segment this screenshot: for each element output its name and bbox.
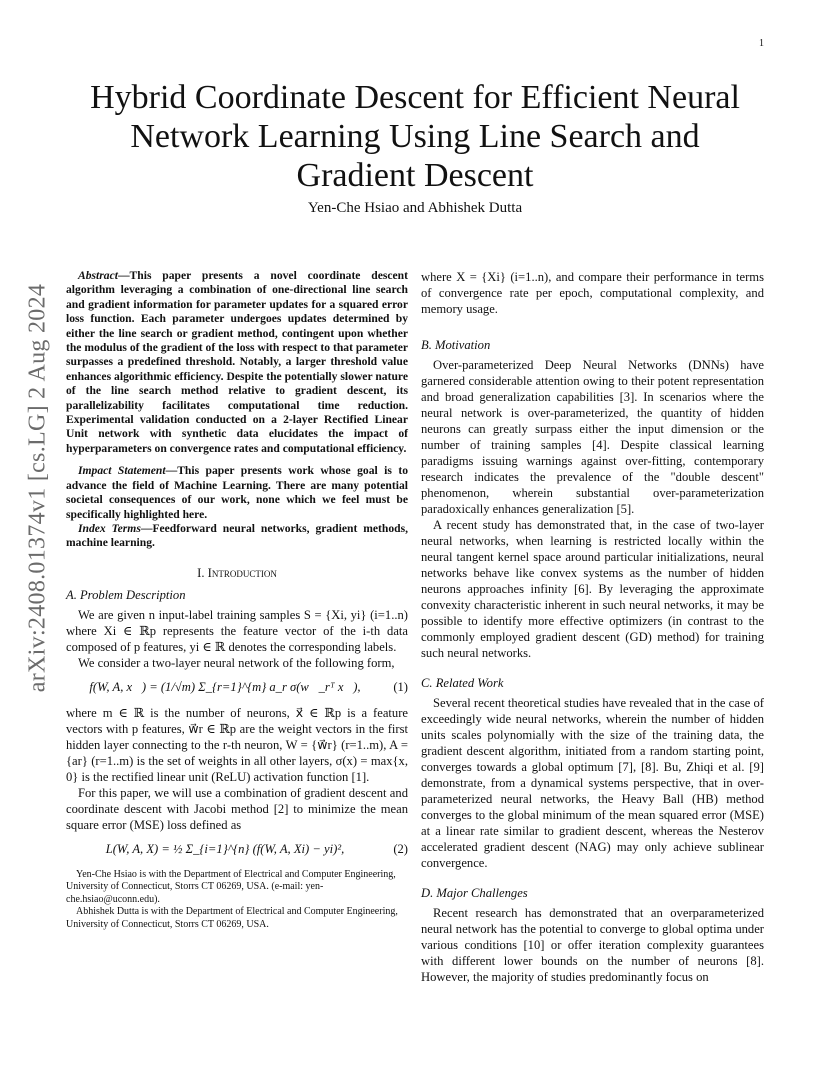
- paragraph: Over-parameterized Deep Neural Networks (DNNs) have garnered considerable attention owing to their potent representation and broad generalization capabilities [3]. In scenarios where the neural network is over-parameterized, the quantity of hidden neurons can greatly surpass either the input dimension or the number of training samples [4]. Despite classical learning paradigms issuing warnings against over-fitting, contemporary research indicates the prevalence of the "double descent" phenomenon, wherein substantial over-parameterization paradoxically enhances generalization [5].: [421, 358, 764, 516]
- arxiv-stamp: [20, 283, 56, 693]
- paragraph: We are given n input-label training samples S = {Xi, yi} (i=1..n) where Xi ∈ ℝp represents the feature vector of the i-th data composed of p features, yi ∈ ℝ denotes the corresponding labels.: [66, 607, 408, 654]
- arxiv-stamp-text: arXiv:2408.01374v1 [cs.LG] 2 Aug 2024: [24, 283, 51, 693]
- paper-title: Hybrid Coordinate Descent for Efficient Neural Network Learning Using Line Search and Gradient Descent: [90, 79, 740, 194]
- author-list: Yen-Che Hsiao and Abhishek Dutta: [307, 200, 523, 216]
- index-terms-label: Index Terms: [78, 521, 141, 535]
- paragraph: Recent research has demonstrated that an overparameterized neural network has the potential to converge to global optima under various conditions [10] or offer iteration complexity guarantees with different lower bounds on the number of neurons [8]. However, the majority of studies predominantly focus on: [421, 906, 764, 984]
- impact-text: —This paper presents work whose goal is to advance the field of Machine Learning. There are many potential societal consequences of our work, none which we feel must be specifically highlighted here.: [66, 464, 408, 521]
- abstract-label: Abstract: [78, 269, 118, 282]
- paragraph: We consider a two-layer neural network of the following form,: [78, 655, 395, 670]
- right-column: [421, 269, 764, 985]
- subsection-related-work: C. Related Work: [421, 676, 504, 690]
- footnote: Yen-Che Hsiao is with the Department of Electrical and Computer Engineering, University of Connecticut, Storrs CT 06269, USA. (e-mail: yen-che.hsiao@uconn.edu).: [66, 868, 396, 905]
- footnotes: [66, 869, 408, 932]
- impact-label: Impact Statement: [78, 464, 166, 478]
- equation-number: (1): [393, 679, 408, 694]
- index-terms: [66, 522, 408, 551]
- index-terms-text: —Feedforward neural networks, gradient methods, machine learning.: [66, 521, 408, 550]
- impact-statement: [66, 464, 408, 522]
- equation-expression: L(W, A, X) = ½ Σ_{i=1}^{n} (f(W, A, Xi) − yi)²,: [105, 841, 345, 856]
- subsection-problem-description: A. Problem Description: [66, 587, 186, 602]
- section-heading-introduction: I. Introduction: [197, 565, 277, 580]
- paragraph: A recent study has demonstrated that, in the case of two-layer neural networks, when learning is restricted locally within the neural tangent kernel space around particular initializations, neural networks behave like convex systems as the number of hidden neurons approaches infinity [6]. By leveraging the approximate convexity characteristic inherent in such neural networks, it may be possible to identify more effective optimizers (in contrast to the commonly employed gradient descent (GD) method) for training such neural networks.: [421, 518, 764, 660]
- equation-expression: f(W, A, x⃗) = (1/√m) Σ_{r=1}^{m} a_r σ(w⃗_rᵀ x⃗),: [89, 679, 361, 694]
- paragraph: For this paper, we will use a combination of gradient descent and coordinate descent with Jacobi method [2] to minimize the mean square error (MSE) loss defined as: [66, 785, 408, 832]
- equation-number: (2): [393, 841, 408, 856]
- page-number: 1: [759, 38, 764, 49]
- abstract-text: —This paper presents a novel coordinate descent algorithm leveraging a combination of one-directional line search and gradient information for parameter updates for a squared error loss function. Each parameter undergoes updates determined by either the line search or gradient method, contingent upon whether the modulus of the gradient of the loss with respect to that parameter surpasses a predefined threshold. Notably, a larger threshold value enhances algorithmic efficiency. Despite the potentially slower nature of the line search method relative to gradient descent, its parallelizability facilitates computational time reduction. Experimental validation conducted on a 2-layer Rectified Linear Unit network with synthetic data elucidates the impact of hyperparameters on convergence rates and computational efficiency.: [66, 269, 408, 455]
- paragraph: where X = {Xi} (i=1..n), and compare their performance in terms of convergence rate per epoch, computational complexity, and memory usage.: [421, 270, 764, 316]
- equation-1: [66, 679, 408, 695]
- equation-2: [66, 841, 408, 857]
- subsection-major-challenges: D. Major Challenges: [421, 886, 528, 900]
- paragraph: Several recent theoretical studies have revealed that in the case of exceedingly wide neural networks, wherein the number of hidden units scales polynomially with the size of the training data, the gradient descent algorithm, initiated from a random starting point, converges towards a global optimum [7], [8]. Bu, Zhiqi et al. [9] demonstrate, from a dynamical systems perspective, that in over-parameterized neural networks, the Heavy Ball (HB) method converges to the global minimum of the mean squared error (MSE) at a linear rate similar to gradient descent, whereas the Nesterov accelerated gradient descent (NAG) may only achieve sublinear convergence.: [421, 696, 764, 870]
- left-column: [66, 269, 408, 931]
- subsection-motivation: B. Motivation: [421, 338, 491, 352]
- paragraph: where m ∈ ℝ is the number of neurons, x⃗ ∈ ℝp is a feature vectors with p features, w⃗r ∈ ℝp are the weight vectors in the first hidden layer connecting to the r-th neuron, W = {w⃗r} (r=1..m), A = {ar} (r=1..m) is the set of weights in all other layers, σ(x) = max{x, 0} is the rectified linear unit (ReLU) activation function [1].: [66, 705, 408, 784]
- footnote: Abhishek Dutta is with the Department of Electrical and Computer Engineering, University of Connecticut, Storrs CT 06269, USA.: [66, 906, 398, 930]
- abstract: [66, 269, 408, 456]
